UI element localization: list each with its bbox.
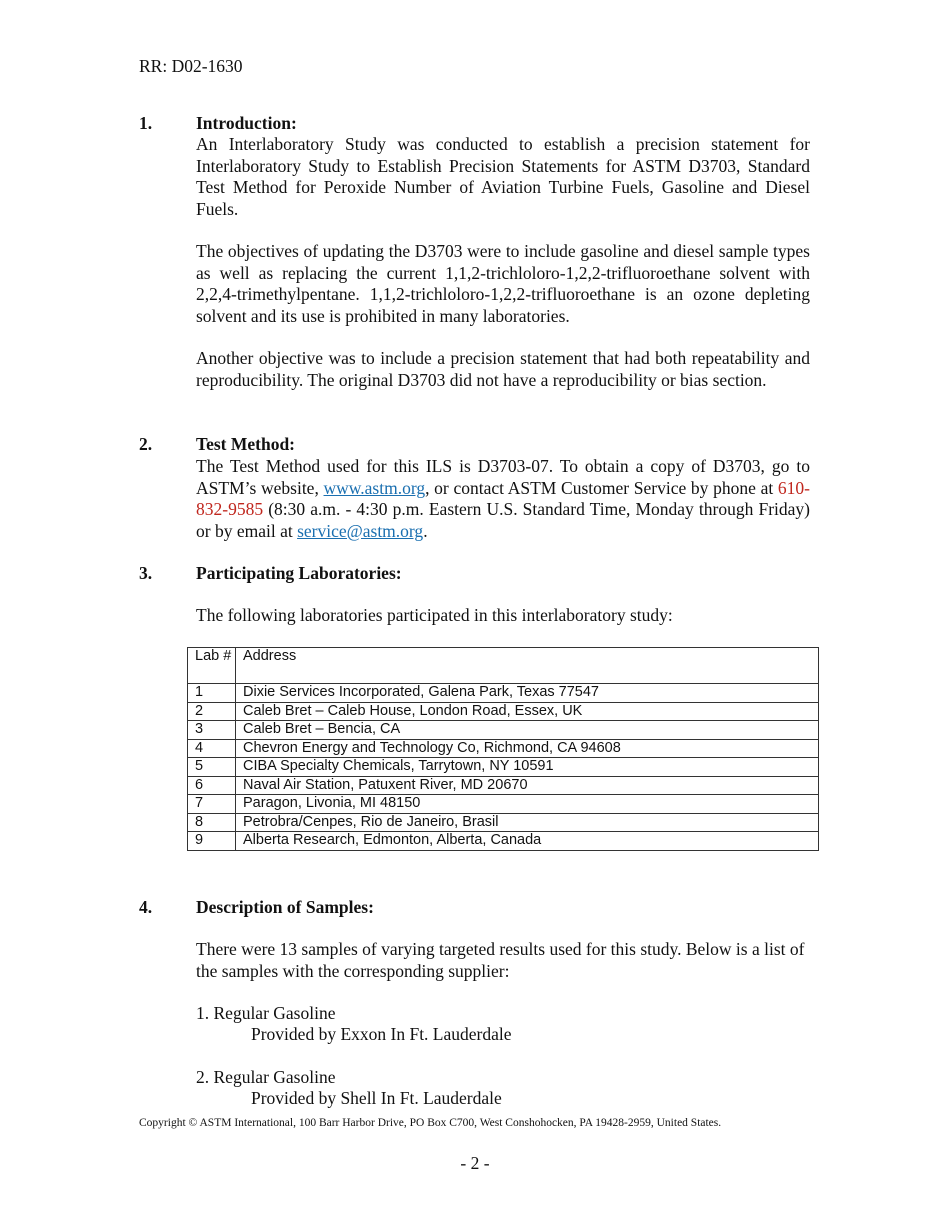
samples-intro-text: There were 13 samples of varying targeted results used for this study. Below is a list of the samples with the corresponding supplier: [196, 939, 805, 981]
lab-number: 3 [188, 721, 236, 740]
section-2-title: Test Method: [196, 434, 296, 454]
test-method-text-c: (8:30 a.m. - 4:30 p.m. Eastern U.S. Standard Time, Monday through Friday) or by email at [196, 499, 810, 541]
lab-number: 2 [188, 702, 236, 721]
lab-address: Dixie Services Incorporated, Galena Park, Texas 77547 [236, 684, 819, 703]
header-lab-number: Lab # [188, 648, 236, 684]
table-row [188, 684, 819, 703]
table-row [188, 813, 819, 832]
lab-number: 8 [188, 813, 236, 832]
page-number: - 2 - [460, 1153, 490, 1173]
table-row [188, 739, 819, 758]
table-row [188, 702, 819, 721]
test-method-text-b: , or contact ASTM Customer Service by phone at [425, 477, 778, 498]
section-4-number: 4. [139, 897, 153, 917]
intro-paragraph-2: The objectives of updating the D3703 were to include gasoline and diesel sample types as well as replacing the current 1,1,2-trichloloro-1,2,2-trifluoroethane solvent with 2,2,4-trimethylpentane. 1,1,2-trichloloro-1,2,2-trifluoroethane is an ozone depleting solvent and its use is prohibited in many laboratories. [196, 241, 810, 326]
report-id-header: RR: D02-1630 [139, 56, 243, 76]
lab-address: Naval Air Station, Patuxent River, MD 20670 [236, 776, 819, 795]
sample-name: 1. Regular Gasoline [196, 1003, 336, 1023]
lab-address: Caleb Bret – Bencia, CA [236, 721, 819, 740]
section-4-title: Description of Samples: [196, 897, 374, 917]
lab-address: Caleb Bret – Caleb House, London Road, Essex, UK [236, 702, 819, 721]
lab-number: 4 [188, 739, 236, 758]
lab-number: 9 [188, 832, 236, 851]
test-method-paragraph [196, 456, 810, 542]
lab-address: Petrobra/Cenpes, Rio de Janeiro, Brasil [236, 813, 819, 832]
service-email-link[interactable]: service@astm.org [297, 520, 424, 541]
lab-address: Alberta Research, Edmonton, Alberta, Canada [236, 832, 819, 851]
lab-address: Paragon, Livonia, MI 48150 [236, 795, 819, 814]
sample-name: 2. Regular Gasoline [196, 1067, 336, 1087]
laboratories-table [187, 647, 819, 851]
test-method-text-d: . [423, 520, 428, 541]
lab-address: CIBA Specialty Chemicals, Tarrytown, NY 10591 [236, 758, 819, 777]
table-row [188, 721, 819, 740]
table-row [188, 795, 819, 814]
section-1-number: 1. [139, 113, 153, 133]
table-header-row [188, 648, 819, 684]
customer-service-phone: 610-832-9585 [196, 477, 810, 519]
section-1-title: Introduction: [196, 113, 297, 133]
intro-paragraph-3: Another objective was to include a precision statement that had both repeatability and reproducibility. The original D3703 did not have a reproducibility or bias section. [196, 348, 810, 390]
astm-website-link[interactable]: www.astm.org [323, 477, 426, 498]
lab-number: 1 [188, 684, 236, 703]
header-address: Address [236, 648, 819, 684]
table-row [188, 776, 819, 795]
labs-intro-text: The following laboratories participated in this interlaboratory study: [196, 605, 673, 625]
lab-number: 7 [188, 795, 236, 814]
lab-number: 6 [188, 776, 236, 795]
table-row [188, 832, 819, 851]
table-row [188, 758, 819, 777]
copyright-footer: Copyright © ASTM International, 100 Barr Harbor Drive, PO Box C700, West Conshohocken, PA 19428-2959, United States. [139, 1117, 722, 1129]
sample-supplier: Provided by Exxon In Ft. Lauderdale [251, 1024, 512, 1044]
section-3-number: 3. [139, 563, 153, 583]
section-3-title: Participating Laboratories: [196, 563, 402, 583]
test-method-text-a: The Test Method used for this ILS is D3703-07. To obtain a copy of D3703, go to ASTM’s website, [196, 456, 810, 498]
sample-supplier: Provided by Shell In Ft. Lauderdale [251, 1088, 502, 1108]
lab-number: 5 [188, 758, 236, 777]
section-2-number: 2. [139, 434, 153, 454]
intro-paragraph-1: An Interlaboratory Study was conducted to establish a precision statement for Interlaboratory Study to Establish Precision Statements for ASTM D3703, Standard Test Method for Peroxide Number of Aviation Turbine Fuels, Gasoline and Diesel Fuels. [196, 134, 810, 219]
lab-address: Chevron Energy and Technology Co, Richmond, CA 94608 [236, 739, 819, 758]
